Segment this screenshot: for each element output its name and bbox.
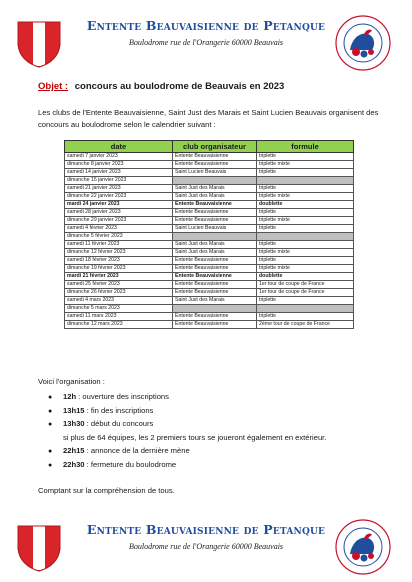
organisation-text: : ouverture des inscriptions [76,392,169,401]
table-row [65,249,354,257]
column-header-club: club organisateur [173,141,257,153]
cell-date: samedi 28 janvier 2023 [65,209,173,217]
cell-formule [257,233,354,241]
cell-date: samedi 7 janvier 2023 [65,153,173,161]
table-header-row [65,141,354,153]
org-name: Entente Beauvaisienne de Petanque [86,522,326,537]
cell-formule: triplette mixte [257,161,354,169]
cell-date: samedi 25 février 2023 [65,281,173,289]
cell-club: Entente Beauvaisienne [173,281,257,289]
cell-formule: 1er tour de coupe de France [257,281,354,289]
cell-club [173,233,257,241]
table-row [65,281,354,289]
cell-club: Entente Beauvaisienne [173,161,257,169]
table-row [65,313,354,321]
cell-formule: triplette mixte [257,193,354,201]
cell-date: samedi 18 février 2023 [65,257,173,265]
organisation-text: : début du concours [84,419,154,428]
cell-formule: triplette [257,225,354,233]
cell-formule: 2ème tour de coupe de France [257,321,354,329]
cell-date: dimanche 26 février 2023 [65,289,173,297]
table-row [65,169,354,177]
cell-date: dimanche 12 mars 2023 [65,321,173,329]
cell-formule [257,305,354,313]
organisation-time: 22h30 [63,459,85,469]
organisation-item [48,417,326,431]
cell-date: dimanche 5 février 2023 [65,233,173,241]
table-row [65,217,354,225]
cell-date: samedi 11 mars 2023 [65,313,173,321]
intro-paragraph: Les clubs de l'Entente Beauvaisienne, Saint Just des Marais et Saint Lucien Beauvais organisent des concours au boulodrome selon le calendrier suivant : [38,108,379,129]
cell-date: samedi 21 janvier 2023 [65,185,173,193]
subject-text: concours au boulodrome de Beauvais en 2023 [74,81,285,92]
cell-date: samedi 11 février 2023 [65,241,173,249]
table-row [65,153,354,161]
cell-formule: doublette [257,273,354,281]
org-address: Boulodrome rue de l'Orangerie 60000 Beauvais [128,542,284,551]
letterhead-bottom [0,518,412,578]
cell-club: Entente Beauvaisienne [173,209,257,217]
cell-club: Saint Just des Marais [173,297,257,305]
cell-date: dimanche 5 mars 2023 [65,305,173,313]
cell-formule: triplette mixte [257,265,354,273]
cell-formule: triplette [257,185,354,193]
cell-date: dimanche 22 janvier 2023 [65,193,173,201]
org-address: Boulodrome rue de l'Orangerie 60000 Beauvais [128,38,284,47]
calendar-body [65,153,354,329]
cell-date: dimanche 19 février 2023 [65,265,173,273]
table-row [65,209,354,217]
cell-formule: 1er tour de coupe de France [257,289,354,297]
cell-formule: triplette [257,313,354,321]
table-row [65,177,354,185]
cell-date: mardi 21 février 2023 [65,273,173,281]
cell-date: dimanche 15 janvier 2023 [65,177,173,185]
subject-line [38,81,284,92]
cell-date: mardi 24 janvier 2023 [65,201,173,209]
organisation-item [48,458,326,472]
cell-club: Entente Beauvaisienne [173,313,257,321]
table-row [65,297,354,305]
cell-formule: triplette [257,153,354,161]
cell-club: Entente Beauvaisienne [173,289,257,297]
bullet-icon: ● [48,394,53,401]
cell-club: Entente Beauvaisienne [173,273,257,281]
table-row [65,289,354,297]
organisation-time: 13h15 [63,405,85,415]
cell-club: Entente Beauvaisienne [173,257,257,265]
cell-club: Entente Beauvaisienne [173,201,257,209]
cell-club: Entente Beauvaisienne [173,321,257,329]
organisation-item [48,390,326,404]
cell-formule: triplette [257,209,354,217]
table-row [65,257,354,265]
organisation-item [48,404,326,418]
calendar-table [64,140,354,329]
table-row [65,321,354,329]
cell-formule: triplette mixte [257,249,354,257]
organisation-item [48,444,326,458]
cell-formule: triplette [257,169,354,177]
cell-club [173,177,257,185]
federation-logo-icon [334,14,392,72]
cell-club: Entente Beauvaisienne [173,153,257,161]
bullet-icon: ● [48,448,53,455]
organisation-list [48,390,326,471]
cell-formule: triplette [257,297,354,305]
organisation-title: Voici l'organisation : [38,377,105,386]
beauvais-shield-icon [16,524,62,572]
cell-date: dimanche 29 janvier 2023 [65,217,173,225]
table-row [65,161,354,169]
table-row [65,185,354,193]
cell-date: samedi 4 mars 2023 [65,297,173,305]
cell-club: Saint Just des Marais [173,249,257,257]
cell-club: Saint Just des Marais [173,241,257,249]
closing-text: Comptant sur la compréhension de tous. [38,486,175,495]
letterhead-top [0,14,412,74]
federation-logo-icon [334,518,392,576]
table-row [65,273,354,281]
bullet-icon: ● [48,421,53,428]
organisation-text: : fermeture du boulodrome [84,459,177,469]
cell-date: dimanche 8 janvier 2023 [65,161,173,169]
cell-club: Entente Beauvaisienne [173,265,257,273]
cell-club: Saint Lucien Beauvais [173,169,257,177]
bullet-icon: ● [48,461,53,469]
organisation-text: : fin des inscriptions [84,405,154,415]
org-name: Entente Beauvaisienne de Petanque [86,18,326,33]
organisation-note: si plus de 64 équipes, les 2 premiers tours se joueront également en extérieur. [63,432,327,442]
table-row [65,225,354,233]
cell-date: samedi 4 février 2023 [65,225,173,233]
cell-club: Saint Just des Marais [173,185,257,193]
cell-club [173,305,257,313]
cell-formule: doublette [257,201,354,209]
cell-club: Entente Beauvaisienne [173,217,257,225]
table-row [65,241,354,249]
cell-formule [257,177,354,185]
table-row [65,233,354,241]
column-header-date: date [65,141,173,153]
cell-formule: triplette mixte [257,217,354,225]
cell-formule: triplette [257,257,354,265]
organisation-time: 12h [63,392,77,401]
table-row [65,193,354,201]
cell-club: Saint Lucien Beauvais [173,225,257,233]
organisation-text: : annonce de la dernière mène [84,446,190,455]
beauvais-shield-icon [16,20,62,68]
subject-label: Objet : [38,81,69,92]
cell-club: Saint Just des Marais [173,193,257,201]
bullet-icon: ● [48,407,53,415]
table-row [65,305,354,313]
cell-date: dimanche 12 février 2023 [65,249,173,257]
cell-formule: triplette [257,241,354,249]
organisation-time: 13h30 [63,419,85,428]
cell-date: samedi 14 janvier 2023 [65,169,173,177]
table-row [65,201,354,209]
table-row [65,265,354,273]
column-header-formule: formule [257,141,354,153]
organisation-time: 22h15 [63,446,85,455]
